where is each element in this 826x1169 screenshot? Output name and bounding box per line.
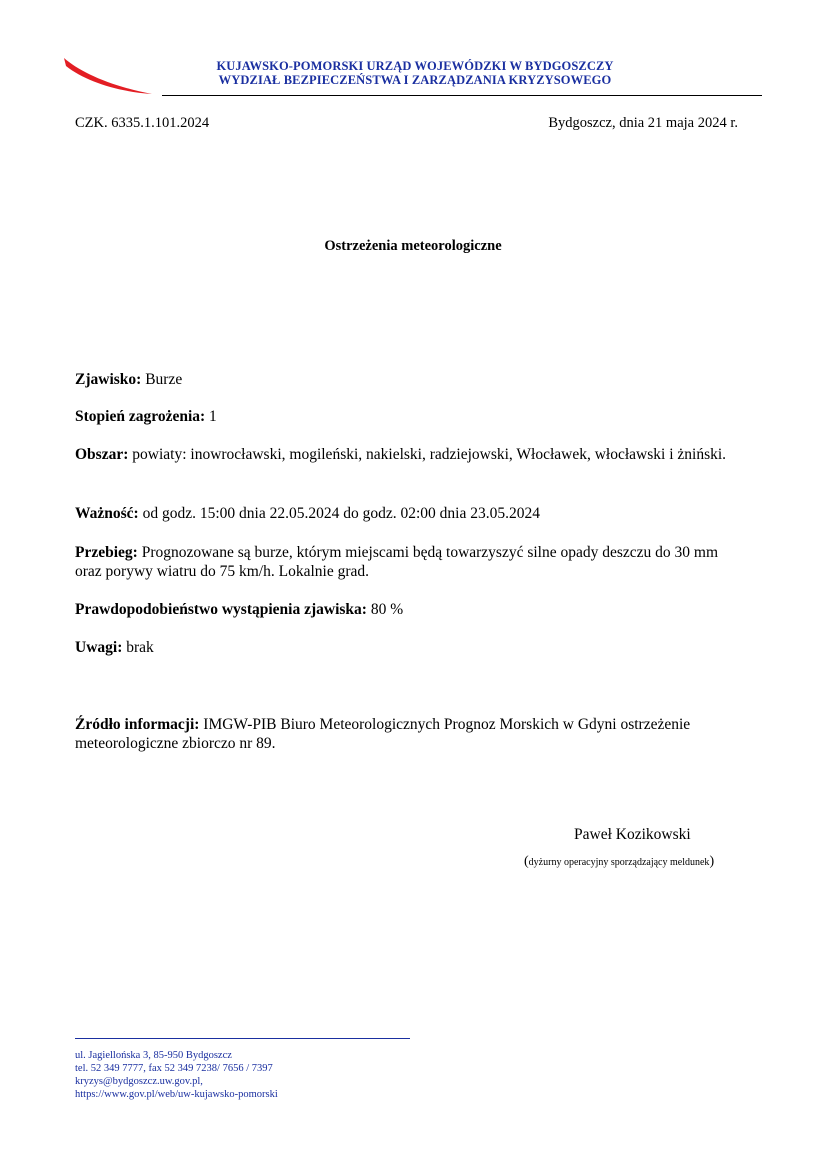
field-validity [75, 504, 745, 523]
field-value: IMGW-PIB Biuro Meteorologicznych Prognoz Morskich w Gdyni ostrzeżenie meteorologiczne zbiorczo nr 89. [75, 716, 691, 752]
place-date: Bydgoszcz, dnia 21 maja 2024 r. [548, 115, 738, 131]
field-phenomenon [75, 370, 745, 389]
signature-role-text: dyżurny operacyjny sporządzający meldunek [528, 857, 710, 868]
field-label: Przebieg: [75, 544, 138, 561]
signature-role-close: ) [709, 854, 715, 869]
field-label: Źródło informacji: [75, 716, 200, 733]
field-label: Obszar: [75, 446, 129, 463]
document-reference: CZK. 6335.1.101.2024 [75, 115, 210, 131]
signature-name: Paweł Kozikowski [574, 826, 691, 843]
field-value: 80 % [366, 601, 404, 618]
field-label: Prawdopodobieństwo wystąpienia zjawiska: [75, 601, 367, 618]
field-value: od godz. 15:00 dnia 22.05.2024 do godz. 02:00 dnia 23.05.2024 [138, 505, 540, 522]
field-label: Ważność: [75, 505, 139, 522]
footer-divider [75, 1038, 410, 1039]
field-value: Burze [141, 371, 183, 388]
footer-email: kryzys@bydgoszcz.uw.gov.pl, [75, 1076, 203, 1087]
header-department-name: WYDZIAŁ BEZPIECZEŃSTWA I ZARZĄDZANIA KRYZYSOWEGO [218, 73, 612, 87]
footer-website: https://www.gov.pl/web/uw-kujawsko-pomorski [75, 1089, 278, 1100]
field-remarks [75, 638, 745, 657]
header-office-name: KUJAWSKO-POMORSKI URZĄD WOJEWÓDZKI W BYDGOSZCZY [216, 59, 614, 73]
footer-address: ul. Jagiellońska 3, 85-950 Bydgoszcz [75, 1050, 232, 1061]
field-area [75, 445, 745, 464]
field-label: Stopień zagrożenia: [75, 408, 206, 425]
field-value: brak [122, 639, 154, 656]
office-logo [60, 52, 156, 98]
signature-role-open: ( [524, 854, 529, 869]
field-source [75, 715, 745, 753]
field-course [75, 543, 745, 581]
field-value: Prognozowane są burze, którym miejscami będą towarzyszyć silne opady deszczu do 30 mm oraz porywy wiatru do 75 km/h. Lokalnie grad. [75, 544, 719, 580]
footer-phone: tel. 52 349 7777, fax 52 349 7238/ 7656 / 7397 [75, 1063, 273, 1074]
field-value: powiaty: inowrocławski, mogileński, nakielski, radziejowski, Włocławek, włocławski i żniński. [128, 446, 727, 463]
header-divider [162, 95, 762, 96]
signature-role [524, 854, 714, 870]
field-label: Uwagi: [75, 639, 123, 656]
field-probability [75, 600, 745, 619]
document-title: Ostrzeżenia meteorologiczne [324, 238, 502, 254]
field-label: Zjawisko: [75, 371, 142, 388]
field-value: 1 [205, 408, 217, 425]
field-threat-level [75, 407, 745, 426]
